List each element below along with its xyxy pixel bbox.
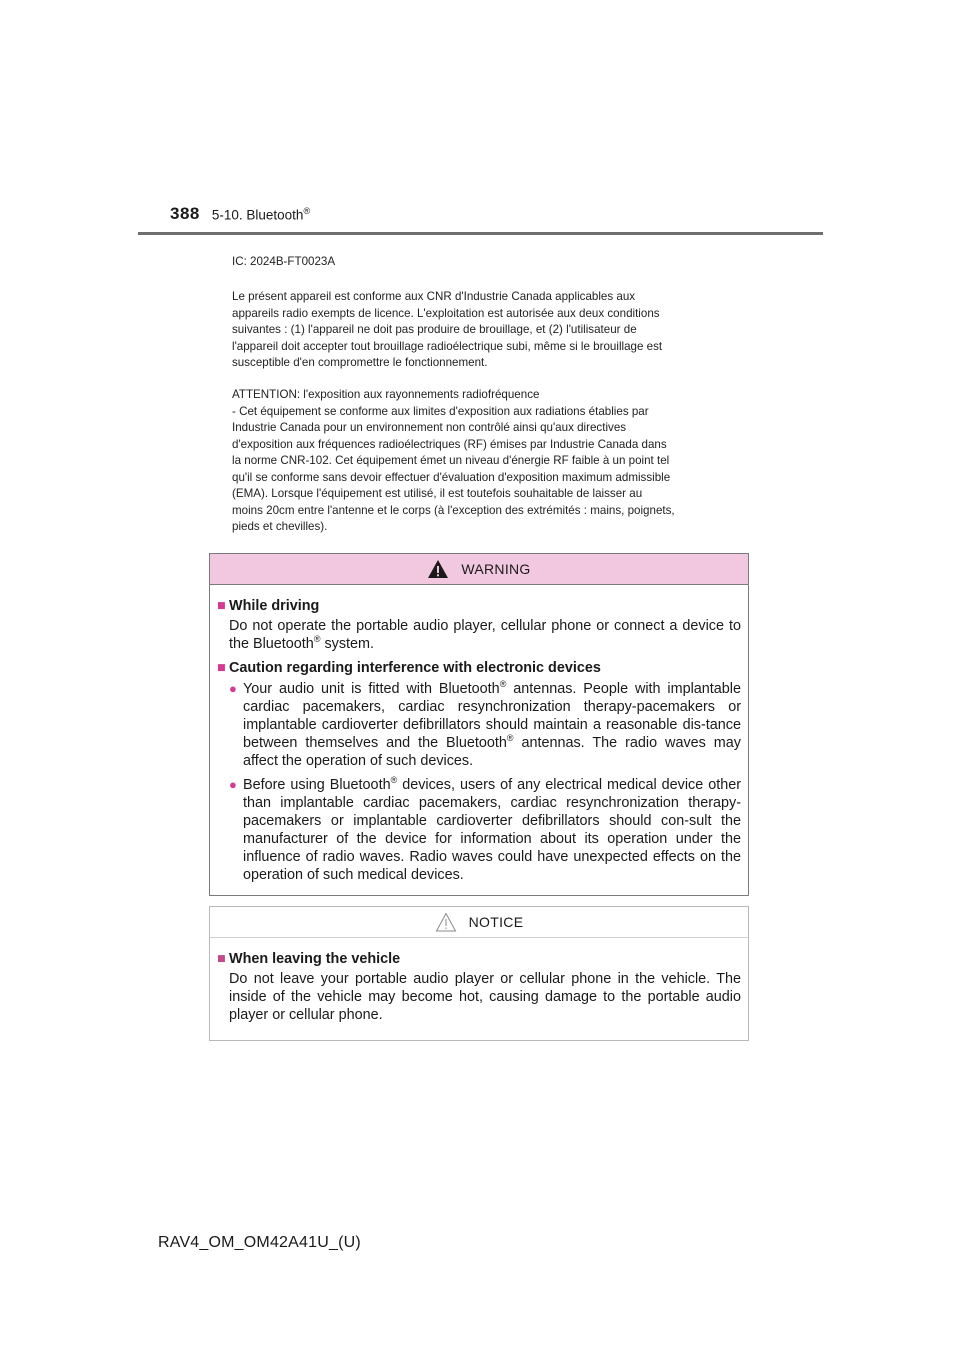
notice-item-title [217, 950, 741, 968]
french-line: - Cet équipement se conforme aux limites d'exposition aux radiations établies par [232, 404, 649, 418]
notice-body [210, 938, 748, 1024]
manual-code-footer: RAV4_OM_OM42A41U_(U) [158, 1234, 361, 1251]
french-compliance-paragraph [232, 289, 762, 372]
warning-title: WARNING [461, 561, 531, 577]
ic-number: IC: 2024B-FT0023A [232, 255, 336, 268]
registered-mark: ® [313, 634, 321, 645]
french-line: la norme CNR-102. Cet équipement émet un niveau d'énergie RF faible à un point tel [232, 454, 670, 467]
page-header [170, 204, 310, 224]
french-line: suivantes : (1) l'appareil ne doit pas produire de brouillage, et (2) l'utilisateur de [232, 323, 637, 336]
bullet-text [243, 776, 741, 884]
french-line: d'exposition aux fréquences radioélectriques (RF) émises par Industrie Canada dans [232, 437, 667, 451]
french-line: ATTENTION: l'exposition aux rayonnements radiofréquence [232, 388, 540, 401]
header-rule [138, 232, 823, 235]
text-span: devices, users of any electrical medical device other than implantable cardiac pacemakers, cardiac resynchronization therapy-pacemakers or implantable cardioverter defibrillators should con-sult the manufacturer of the device for information about its operation under the influence of radio waves. Radio waves could have unexpected effects on the operation of such medical devices. [243, 777, 741, 883]
french-line: (EMA). Lorsque l'équipement est utilisé, il est toutefois souhaitable de laisser au [232, 487, 643, 500]
notice-item-text: Do not leave your portable audio player or cellular phone in the vehicle. The inside of the vehicle may become hot, causing damage to the portable audio player or cellular phone. [229, 971, 741, 1023]
round-bullet-icon: ● [229, 777, 237, 792]
french-line: susceptible d'en compromettre le fonctionnement. [232, 356, 488, 369]
text-span: system. [320, 636, 375, 652]
item-title-text: While driving [229, 598, 320, 614]
warning-item-text [229, 617, 741, 653]
warning-bullet [229, 776, 741, 884]
section-title [212, 206, 310, 223]
notice-title: NOTICE [468, 914, 524, 930]
warning-item-title [217, 597, 741, 615]
page-number: 388 [170, 204, 200, 223]
round-bullet-icon: ● [229, 681, 237, 696]
square-bullet-icon: ■ [217, 951, 226, 967]
item-title-text: When leaving the vehicle [229, 951, 401, 967]
text-span: Do not operate the portable audio player, cellular phone or connect a device to the Bluetooth [229, 618, 741, 652]
french-line: appareils radio exempts de licence. L'exploitation est autorisée aux deux conditions [232, 306, 660, 320]
notice-triangle-icon [435, 912, 457, 932]
warning-body [210, 585, 748, 884]
registered-mark: ® [390, 775, 398, 786]
notice-box [209, 906, 749, 1041]
text-span: antennas. People with implantable cardiac pacemakers, cardiac resynchronization therapy-pacemakers or implantable cardioverter defibrillators should maintain a reasonable dis-tance between themselves and the Bluetooth [243, 681, 742, 751]
section-title-text: 5-10. Bluetooth [211, 207, 304, 222]
french-line: pieds et chevilles). [232, 520, 328, 533]
notice-header [210, 907, 748, 938]
text-span: Your audio unit is fitted with Bluetooth [243, 681, 500, 697]
french-line: Le présent appareil est conforme aux CNR d'Industrie Canada applicables aux [232, 290, 636, 303]
french-line: moins 20cm entre l'antenne et le corps (à l'exception des extrémités : mains, poignets, [232, 503, 675, 517]
item-title-text: Caution regarding interference with electronic devices [229, 660, 601, 676]
warning-triangle-icon [427, 559, 449, 579]
french-line: Industrie Canada pour un environnement non contrôlé ainsi qu'aux directives [232, 421, 627, 434]
text-span: Before using Bluetooth [243, 777, 391, 793]
bullet-text [243, 680, 741, 770]
square-bullet-icon: ■ [217, 598, 226, 614]
french-attention-paragraph [232, 387, 762, 536]
warning-item-title [217, 659, 741, 677]
warning-box [209, 553, 749, 896]
warning-bullet [229, 680, 741, 770]
registered-mark: ® [499, 679, 507, 690]
text-span: antennas. The radio waves may affect the operation of such devices. [243, 735, 741, 769]
warning-header [210, 554, 748, 585]
french-line: qu'il se conforme sans devoir effectuer d'évaluation d'exposition maximum admissible [232, 470, 671, 484]
registered-mark: ® [506, 733, 514, 744]
registered-mark: ® [303, 205, 311, 216]
french-line: l'appareil doit accepter tout brouillage radioélectrique subi, même si le brouillage est [232, 339, 663, 353]
square-bullet-icon: ■ [217, 660, 226, 676]
